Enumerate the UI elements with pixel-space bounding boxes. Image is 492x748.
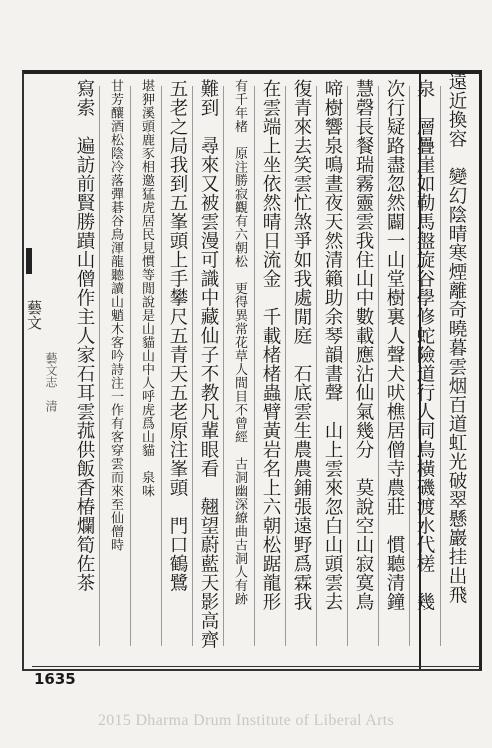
- page-number: 1635: [34, 670, 76, 688]
- column-rule: [130, 86, 131, 646]
- margin-tab-mark: [26, 248, 32, 274]
- text-column-9: 難到 尋來又被雲漫可識中藏仙子不教凡輩眼看 翹望蔚藍天影高齊: [198, 79, 219, 649]
- margin-title: 藝文: [25, 300, 43, 330]
- text-column-3: 次行疑路盡忽然闢一山堂樹裏人聲犬吠樵居僧寺農莊 慣聽清鐘: [384, 79, 405, 611]
- text-column-10: 五老之局我到五峯頭上手攀尺五青天五老原注峯頭 門口鶴鷺: [167, 79, 188, 592]
- column-rule: [347, 86, 348, 646]
- column-rule: [409, 86, 410, 646]
- text-column-6: 復青來去笑雲忙煞爭如我處閒庭 石底雲生農農鋪張遠野爲霖我: [291, 79, 312, 611]
- column-rule: [161, 86, 162, 646]
- text-column-11: 堪狎溪頭鹿豕相邀猛虎居民見慣等閒說是山貓山中人呼虎爲山貓 泉味: [139, 79, 154, 498]
- column-rule: [378, 86, 379, 646]
- text-column-8: 有千年楮 原注勝寂觀有六朝松 更得異常花草人間目不曾經 古洞幽深繚曲古洞人有跡: [232, 79, 247, 606]
- column-rule: [285, 86, 286, 646]
- column-rule: [99, 86, 100, 646]
- column-rule: [316, 86, 317, 646]
- column-rule: [440, 86, 441, 646]
- text-column-12: 甘芳釀酒松陰冷落彈碁谷鳥渾龍聽讀山魈木客吟詩注一作有客穿雲而來至仙僧時: [108, 79, 123, 552]
- margin-subtitle: 藝文志 清: [44, 352, 58, 412]
- column-rule: [192, 86, 193, 646]
- text-column-7: 在雲端上坐依然晴日流金 千載楮楮蟲臂黃岩名上六朝松踞龍形: [260, 79, 281, 611]
- text-column-1: 遠近換容 變幻陰晴寒煙離奇曉暮雲烟百道虹光破翠懸巖挂出飛: [446, 72, 467, 604]
- column-rule: [254, 86, 255, 646]
- text-column-2: 泉 層疊崖如勒馬盤旋谷學修蛇險道行人同鳥橫磯渡水代槎 幾: [414, 79, 435, 611]
- text-column-13: 寫索 遍訪前賢勝蹟山僧作主人家石耳雲菰供飯香椿爛筍佐茶: [74, 79, 95, 592]
- text-column-5: 啼樹響泉鳴晝夜天然清籟助余琴韻書聲 山上雲來忽白山頭雲去: [322, 79, 343, 611]
- column-rule: [223, 86, 224, 646]
- text-column-4: 慧磬長餐瑞霧靈雲我住山中數載應沾仙氣幾分 莫說空山寂寞鳥: [353, 79, 374, 611]
- watermark: 2015 Dharma Drum Institute of Liberal Arts: [97, 712, 395, 729]
- footer-rule: [32, 666, 480, 667]
